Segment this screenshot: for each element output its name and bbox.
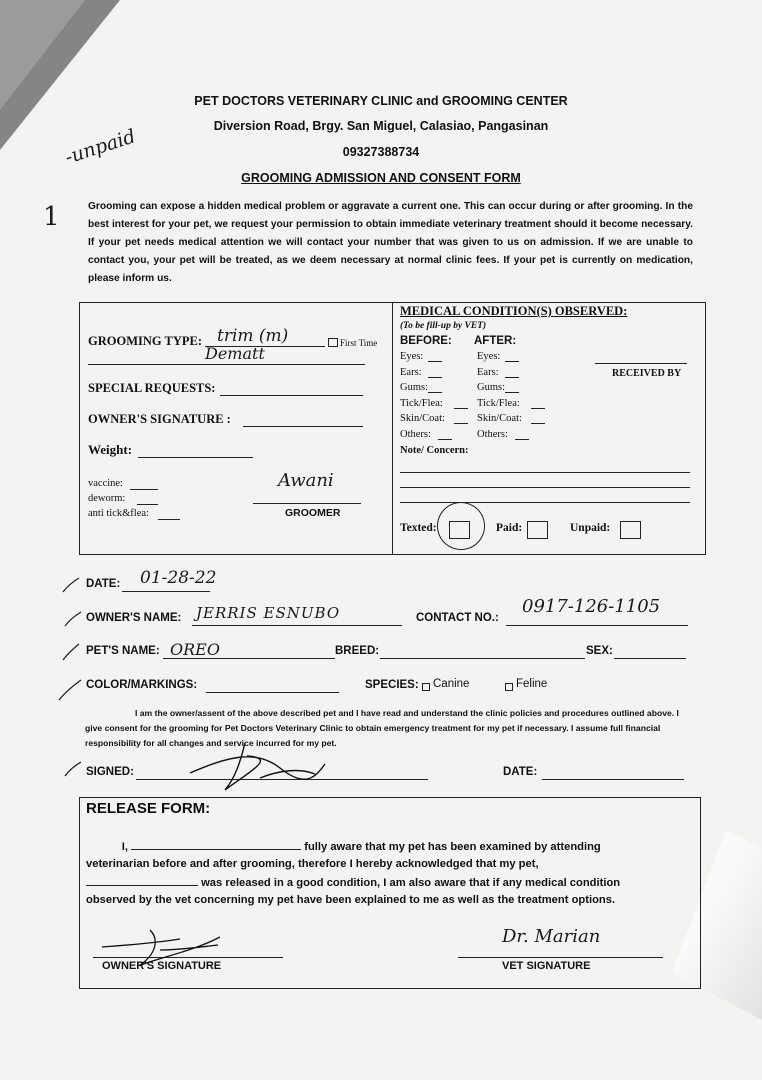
tick-mark (65, 762, 81, 776)
release-line-2: veterinarian before and after grooming, therefore I hereby acknowledged that my pet, (86, 858, 539, 870)
medical-after-item-field[interactable] (505, 377, 519, 378)
sex-label: SEX: (586, 645, 613, 657)
release-i-label: I, (121, 841, 128, 853)
vaccine-field[interactable] (130, 489, 158, 490)
vaccine-label: vaccine: (88, 478, 123, 489)
clinic-phone: 09327388734 (342, 145, 420, 159)
weight-label: Weight: (88, 442, 133, 457)
medical-after-item-label: Gums: (477, 382, 506, 393)
signed-label: SIGNED: (86, 766, 134, 778)
grooming-type-value: trim (m) (217, 326, 289, 346)
anti-tick-field[interactable] (158, 519, 180, 520)
pets-name-label: PET'S NAME: (86, 645, 160, 657)
signed-date-label: DATE: (503, 766, 538, 778)
medical-after-item-label: Tick/Flea: (477, 397, 520, 409)
note-concern-label: Note/ Concern: (400, 445, 469, 456)
special-requests-field[interactable] (220, 395, 363, 396)
medical-subtitle: (To be fill-up by VET) (400, 321, 487, 331)
contact-field[interactable] (506, 625, 688, 626)
owners-name-value: JERRIS ESNUBO (196, 604, 341, 622)
grooming-type-value-2: Dematt (205, 344, 265, 363)
grooming-type-line-2[interactable] (88, 364, 365, 365)
owners-name-label: OWNER'S NAME: (86, 612, 182, 624)
date-field[interactable] (122, 591, 210, 592)
margin-tick-marks (55, 570, 95, 785)
feline-checkbox[interactable] (505, 683, 513, 691)
date-label: DATE: (86, 578, 121, 590)
release-line-3-text: was released in a good condition, I am also aware that if any medical condition (201, 877, 621, 889)
release-line-1-text: fully aware that my pet has been examined by attending (304, 841, 601, 853)
medical-before-item-field[interactable] (438, 439, 452, 440)
received-by-line (595, 363, 687, 364)
note-line-1[interactable] (400, 472, 690, 473)
unpaid-label: Unpaid: (570, 522, 611, 534)
medical-before-item-label: Others: (400, 428, 431, 440)
sex-field[interactable] (614, 658, 686, 659)
breed-field[interactable] (380, 658, 585, 659)
note-line-3[interactable] (400, 502, 690, 503)
signed-date-field[interactable] (542, 779, 684, 780)
medical-after-item-field[interactable] (505, 392, 519, 393)
medical-before-item-field[interactable] (428, 392, 442, 393)
tick-mark (63, 644, 79, 660)
form-title: GROOMING ADMISSION AND CONSENT FORM (241, 171, 521, 185)
medical-before-item-field[interactable] (454, 423, 468, 424)
owner-scribble-signature (185, 738, 330, 793)
medical-before-item-field[interactable] (428, 361, 442, 362)
release-line-3 (86, 873, 681, 892)
medical-before-item-label: Ears: (400, 366, 422, 378)
owners-name-field[interactable] (192, 625, 402, 626)
note-line-2[interactable] (400, 487, 690, 488)
medical-before-item-label: Eyes: (400, 351, 424, 362)
medical-before-item-label: Tick/Flea: (400, 397, 443, 409)
release-title: RELEASE FORM: (86, 800, 211, 817)
canine-checkbox[interactable] (422, 683, 430, 691)
medical-title: MEDICAL CONDITION(S) OBSERVED: (400, 304, 628, 318)
release-pet-name-field[interactable] (86, 873, 198, 886)
unpaid-handwritten-note: -unpaid (62, 125, 139, 169)
anti-tick-label: anti tick&flea: (88, 508, 149, 519)
color-markings-label: COLOR/MARKINGS: (86, 679, 198, 691)
received-by-label: RECEIVED BY (612, 368, 682, 379)
medical-before-item-label: Gums: (400, 382, 429, 393)
vet-signature-line[interactable] (458, 957, 663, 958)
intro-paragraph: Grooming can expose a hidden medical problem or aggravate a current one. This can occur during or after grooming. In the best interest for your pet, we request your permission to obtain immediate veterinary treatment should it become necessary. If your pet needs medical attention we will contact your number that was given to us on admission. If we are unable to contact you, your pet will be treated, as we deem necessary at normal clinic fees. If your pet is currently on medication, please inform us. (88, 201, 693, 284)
paid-label: Paid: (496, 522, 523, 534)
clinic-name: PET DOCTORS VETERINARY CLINIC and GROOMING CENTER (194, 94, 568, 108)
medical-after-item-label: Others: (477, 428, 508, 440)
first-time-label: First Time (340, 338, 378, 348)
medical-before-item-field[interactable] (428, 377, 442, 378)
before-label: BEFORE: (400, 335, 452, 347)
first-time-checkbox[interactable] (328, 338, 338, 347)
date-value: 01-28-22 (140, 568, 217, 588)
canine-label: Canine (433, 678, 470, 690)
owner-signature-label: OWNER'S SIGNATURE : (88, 412, 231, 426)
margin-number-mark: 1 (43, 202, 60, 232)
contact-value: 0917-126-1105 (522, 596, 661, 617)
clinic-address: Diversion Road, Brgy. San Miguel, Calasiao, Pangasinan (213, 119, 549, 133)
unpaid-checkbox[interactable] (620, 521, 641, 539)
owner-signature-field[interactable] (243, 426, 363, 427)
weight-field[interactable] (138, 457, 253, 458)
medical-after-item-field[interactable] (531, 408, 545, 409)
pets-name-value: OREO (170, 640, 220, 659)
paid-checkbox[interactable] (527, 521, 548, 539)
feline-label: Feline (516, 678, 548, 690)
tick-mark (59, 680, 81, 700)
medical-after-item-field[interactable] (515, 439, 529, 440)
special-requests-label: SPECIAL REQUESTS: (88, 381, 216, 395)
after-label: AFTER: (474, 335, 517, 347)
medical-after-item-field[interactable] (531, 423, 545, 424)
deworm-field[interactable] (137, 504, 158, 505)
vet-signature-value: Dr. Marian (502, 926, 601, 947)
breed-label: BREED: (335, 645, 380, 657)
medical-after-item-label: Skin/Coat: (477, 413, 522, 424)
medical-after-item-field[interactable] (505, 361, 519, 362)
groomer-line (253, 503, 361, 504)
texted-label: Texted: (400, 522, 437, 534)
medical-before-item-field[interactable] (454, 408, 468, 409)
species-label: SPECIES: (365, 679, 419, 691)
medical-after-item-label: Eyes: (477, 351, 501, 362)
release-line-1 (86, 837, 681, 856)
box-divider (392, 303, 393, 554)
color-markings-field[interactable] (206, 692, 339, 693)
vet-signature-label: VET SIGNATURE (502, 960, 591, 972)
contact-label: CONTACT NO.: (416, 612, 499, 624)
consent-paragraph: I am the owner/assent of the above described pet and I have read and understand the clinic policies and procedures outlined above. I give consent for the grooming for Pet Doctors Veterinary Clinic to obtain emergency treatment for my pet if necessary. I assume full financial responsibility for all changes and service incurred for my pet. (85, 708, 679, 748)
deworm-label: deworm: (88, 493, 126, 504)
tick-mark (63, 578, 79, 592)
medical-before-item-label: Skin/Coat: (400, 413, 445, 424)
medical-after-item-label: Ears: (477, 366, 499, 378)
release-owner-name-field[interactable] (131, 837, 301, 850)
groomer-signature: Awani (278, 470, 334, 491)
owner-signature-release-label: OWNER'S SIGNATURE (102, 960, 222, 972)
groomer-label: GROOMER (285, 507, 341, 519)
grooming-type-label: GROOMING TYPE: (88, 334, 203, 348)
tick-mark (65, 612, 81, 626)
release-line-4: observed by the vet concerning my pet have been explained to me as well as the treatment options. (86, 894, 616, 906)
